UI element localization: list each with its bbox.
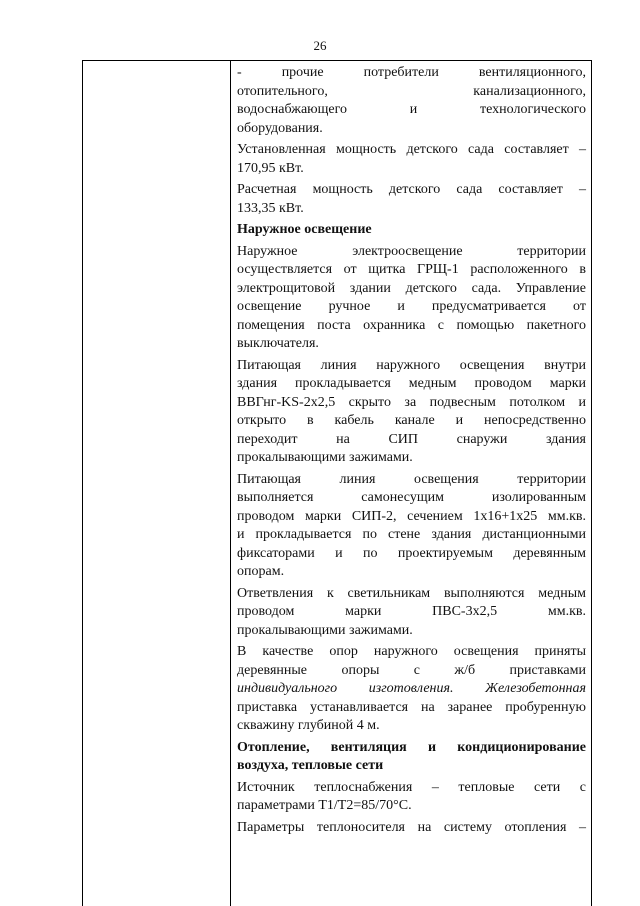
table-right-cell — [237, 64, 586, 840]
text-line: воздуха, тепловые сети — [237, 758, 384, 773]
text-line: здания прокладывается медным проводом марки — [237, 376, 586, 391]
text-line: выключателя. — [237, 336, 319, 351]
paragraph — [237, 64, 586, 138]
paragraph — [237, 141, 586, 178]
text-line: выполняется самонесущим изолированным — [237, 490, 586, 505]
text-line: ВВГнг-KS-2х2,5 скрыто за подвесным потолком и — [237, 394, 586, 410]
text-line: параметрами Т1/Т2=85/70°С. — [237, 798, 412, 813]
text-line: освещение ручное и предусматривается от — [237, 299, 586, 314]
text-line: В качестве опор наружного освещения приняты — [237, 644, 586, 659]
text-line: 133,35 кВт. — [237, 200, 304, 216]
text-line: Питающая линия наружного освещения внутри — [237, 357, 586, 373]
text-line: - прочие потребители вентиляционного, — [237, 65, 586, 80]
text-line: 170,95 кВт. — [237, 160, 304, 176]
paragraph — [237, 819, 586, 838]
page-number: 26 — [313, 38, 327, 53]
text-line: осуществляется от щитка ГРЩ-1 расположенного в — [237, 262, 586, 277]
paragraph — [237, 181, 586, 218]
paragraph — [237, 585, 586, 641]
section-heading — [237, 739, 586, 776]
text-line: проводом марки ПВС-3х2,5 мм.кв. — [237, 604, 586, 619]
text-line: прокалывающими зажимами. — [237, 622, 413, 638]
text-line: переходит на СИП снаружи здания — [237, 431, 586, 447]
text-line: Ответвления к светильникам выполняются медным — [237, 585, 586, 601]
text-line: опорам. — [237, 564, 285, 579]
paragraph — [237, 243, 586, 354]
text-line: Параметры теплоносителя на систему отопления – — [237, 819, 586, 835]
text-line: Установленная мощность детского сада составляет – — [237, 142, 586, 157]
text-line: приставка устанавливается на заранее пробуренную — [237, 699, 586, 715]
paragraph — [237, 357, 586, 468]
table-left-cell — [83, 61, 231, 906]
text-line: и прокладывается по стене здания дистанционными — [237, 527, 586, 542]
text-line: прокалывающими зажимами. — [237, 450, 413, 465]
text-line: Источник теплоснабжения – тепловые сети с — [237, 779, 586, 795]
text-line: Отопление, вентиляция и кондиционирование — [237, 739, 586, 755]
section-heading — [237, 221, 586, 240]
paragraph — [237, 643, 586, 736]
text-line: индивидуального изготовления. Железобетонная — [237, 681, 586, 696]
text-line: водоснабжающего и технологического — [237, 102, 586, 117]
text-line: деревянные опоры с ж/б приставками — [237, 662, 586, 678]
text-line: проводом марки СИП-2, сечением 1х16+1х25 мм.кв. — [237, 508, 586, 524]
paragraph — [237, 471, 586, 582]
document-table — [82, 60, 592, 906]
text-line: Наружное электроосвещение территории — [237, 243, 586, 259]
text-line: фиксаторами и по проектируемым деревянным — [237, 545, 586, 561]
text-line: отопительного, канализационного, — [237, 83, 586, 99]
text-line: помещения поста охранника с помощью пакетного — [237, 317, 586, 333]
text-line: электрощитовой здании детского сада. Управление — [237, 280, 586, 296]
text-line: оборудования. — [237, 120, 323, 136]
text-line: Питающая линия освещения территории — [237, 471, 586, 487]
text-line: Наружное освещение — [237, 222, 372, 237]
text-line: открыто в кабель канале и непосредственно — [237, 413, 586, 428]
text-line: Расчетная мощность детского сада составляет – — [237, 182, 586, 197]
text-line: скважину глубиной 4 м. — [237, 718, 380, 733]
paragraph — [237, 779, 586, 816]
